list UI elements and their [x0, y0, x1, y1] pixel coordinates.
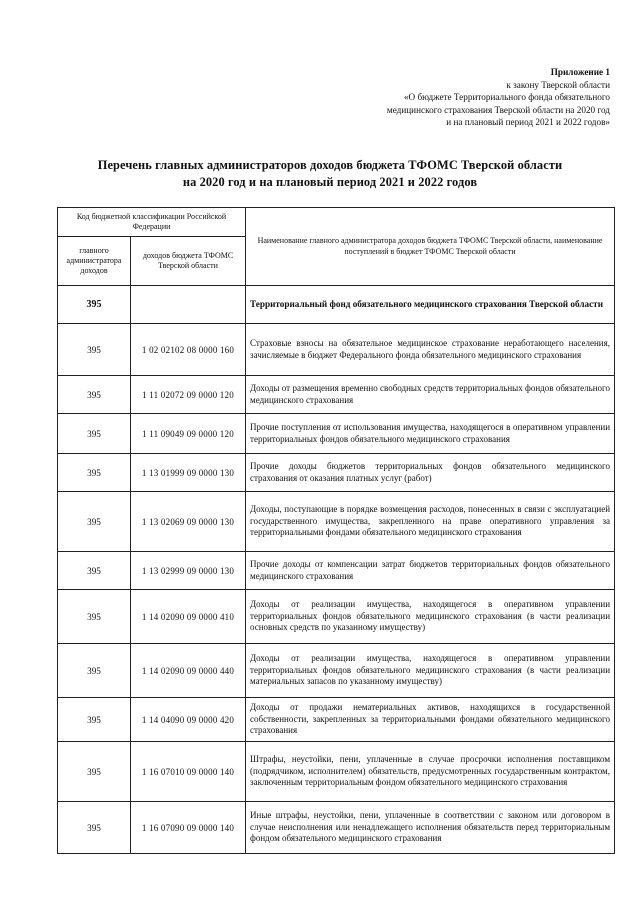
admin-code-cell: 395	[58, 552, 131, 590]
admin-code-cell: 395	[58, 698, 131, 742]
name-cell: Доходы, поступающие в порядке возмещения расходов, понесенных в связи с эксплуатацией государственного имущества, закрепленного на праве оперативного управления за территориальными фондами обязательного медицинского страхования	[246, 492, 615, 552]
income-code-cell: 1 14 02090 09 0000 410	[131, 590, 246, 644]
admin-code-cell: 395	[58, 454, 131, 492]
name-cell: Доходы от размещения временно свободных средств территориальных фондов обязательного медицинского страхования	[246, 376, 615, 414]
name-cell: Доходы от реализации имущества, находящегося в оперативном управлении территориальных фондов обязательного медицинского страхования (в части реализации основных средств по указанному имуществу)	[246, 590, 615, 644]
table-row	[58, 414, 615, 454]
header-name-column: Наименование главного администратора доходов бюджета ТФОМС Тверской области, наименование поступлений в бюджет ТФОМС Тверской области	[246, 208, 615, 286]
name-cell: Доходы от продажи нематериальных активов, находящихся в государственной собственности, закрепленных за территориальными фондами обязательного медицинского страхования	[246, 698, 615, 742]
appendix-line: и на плановый период 2021 и 2022 годов»	[446, 117, 610, 127]
admin-code-cell: 395	[58, 492, 131, 552]
admin-code-cell: 395	[58, 286, 131, 324]
document-title-line: Перечень главных администраторов доходов бюджета ТФОМС Тверской области	[97, 158, 563, 172]
table-row	[58, 802, 615, 854]
table-row	[58, 454, 615, 492]
table-row	[58, 492, 615, 552]
income-code-cell: 1 13 02999 09 0000 130	[131, 552, 246, 590]
admin-code-cell: 395	[58, 644, 131, 698]
income-code-cell: 1 11 09049 09 0000 120	[131, 414, 246, 454]
appendix-label: Приложение 1	[550, 67, 610, 77]
document-title	[40, 157, 620, 191]
table-row	[58, 742, 615, 802]
income-code-cell: 1 16 07010 09 0000 140	[131, 742, 246, 802]
income-code-cell: 1 14 02090 09 0000 440	[131, 644, 246, 698]
table-row-administrator	[58, 286, 615, 324]
income-code-cell: 1 16 07090 09 0000 140	[131, 802, 246, 854]
income-code-cell: 1 14 04090 09 0000 420	[131, 698, 246, 742]
admin-code-cell: 395	[58, 414, 131, 454]
header-code-group: Код бюджетной классификации Российской Федерации	[58, 208, 246, 237]
appendix-block	[310, 66, 610, 129]
name-cell: Доходы от реализации имущества, находящегося в оперативном управлении территориальных фондов обязательного медицинского страхования (в части реализации материальных запасов по указанному имуществу)	[246, 644, 615, 698]
name-cell: Прочие доходы бюджетов территориальных фондов обязательного медицинского страхования от оказания платных услуг (работ)	[246, 454, 615, 492]
admin-code-cell: 395	[58, 324, 131, 376]
income-code-cell	[131, 286, 246, 324]
table-row	[58, 324, 615, 376]
header-admin-column: главного администратора доходов	[58, 237, 131, 286]
income-code-cell: 1 13 02069 09 0000 130	[131, 492, 246, 552]
table-row	[58, 590, 615, 644]
administrators-table	[57, 207, 615, 854]
admin-code-cell: 395	[58, 590, 131, 644]
name-cell: Прочие поступления от использования имущества, находящегося в оперативном управлении территориальных фондов обязательного медицинского страхования	[246, 414, 615, 454]
appendix-line: «О бюджете Территориального фонда обязательного	[403, 92, 610, 102]
table-row	[58, 376, 615, 414]
table-header-row	[58, 208, 615, 237]
name-cell: Страховые взносы на обязательное медицинское страхование неработающего населения, зачисляемые в бюджет Федерального фонда обязательного медицинского страхования	[246, 324, 615, 376]
name-cell: Прочие доходы от компенсации затрат бюджетов территориальных фондов обязательного медицинского страхования	[246, 552, 615, 590]
table-row	[58, 644, 615, 698]
table-row	[58, 698, 615, 742]
admin-code-cell: 395	[58, 802, 131, 854]
name-cell: Штрафы, неустойки, пени, уплаченные в случае просрочки исполнения поставщиком (подрядчиком, исполнителем) обязательств, предусмотренных государственным контрактом, заключенным территориальным фондом обязательного медицинского страхования	[246, 742, 615, 802]
income-code-cell: 1 11 02072 09 0000 120	[131, 376, 246, 414]
income-code-cell: 1 13 01999 09 0000 130	[131, 454, 246, 492]
table-row	[58, 552, 615, 590]
name-cell: Территориальный фонд обязательного медицинского страхования Тверской области	[246, 286, 615, 324]
appendix-line: медицинского страхования Тверской области на 2020 год	[386, 104, 610, 115]
admin-code-cell: 395	[58, 376, 131, 414]
header-income-column: доходов бюджета ТФОМС Тверской области	[131, 237, 246, 286]
name-cell: Иные штрафы, неустойки, пени, уплаченные в соответствии с законом или договором в случае неисполнения или ненадлежащего исполнения обязательств перед территориальным фондом обязательного медицинского страхования	[246, 802, 615, 854]
document-title-line: на 2020 год и на плановый период 2021 и 2022 годов	[182, 175, 478, 189]
appendix-line: к закону Тверской области	[506, 79, 610, 90]
admin-code-cell: 395	[58, 742, 131, 802]
income-code-cell: 1 02 02102 08 0000 160	[131, 324, 246, 376]
